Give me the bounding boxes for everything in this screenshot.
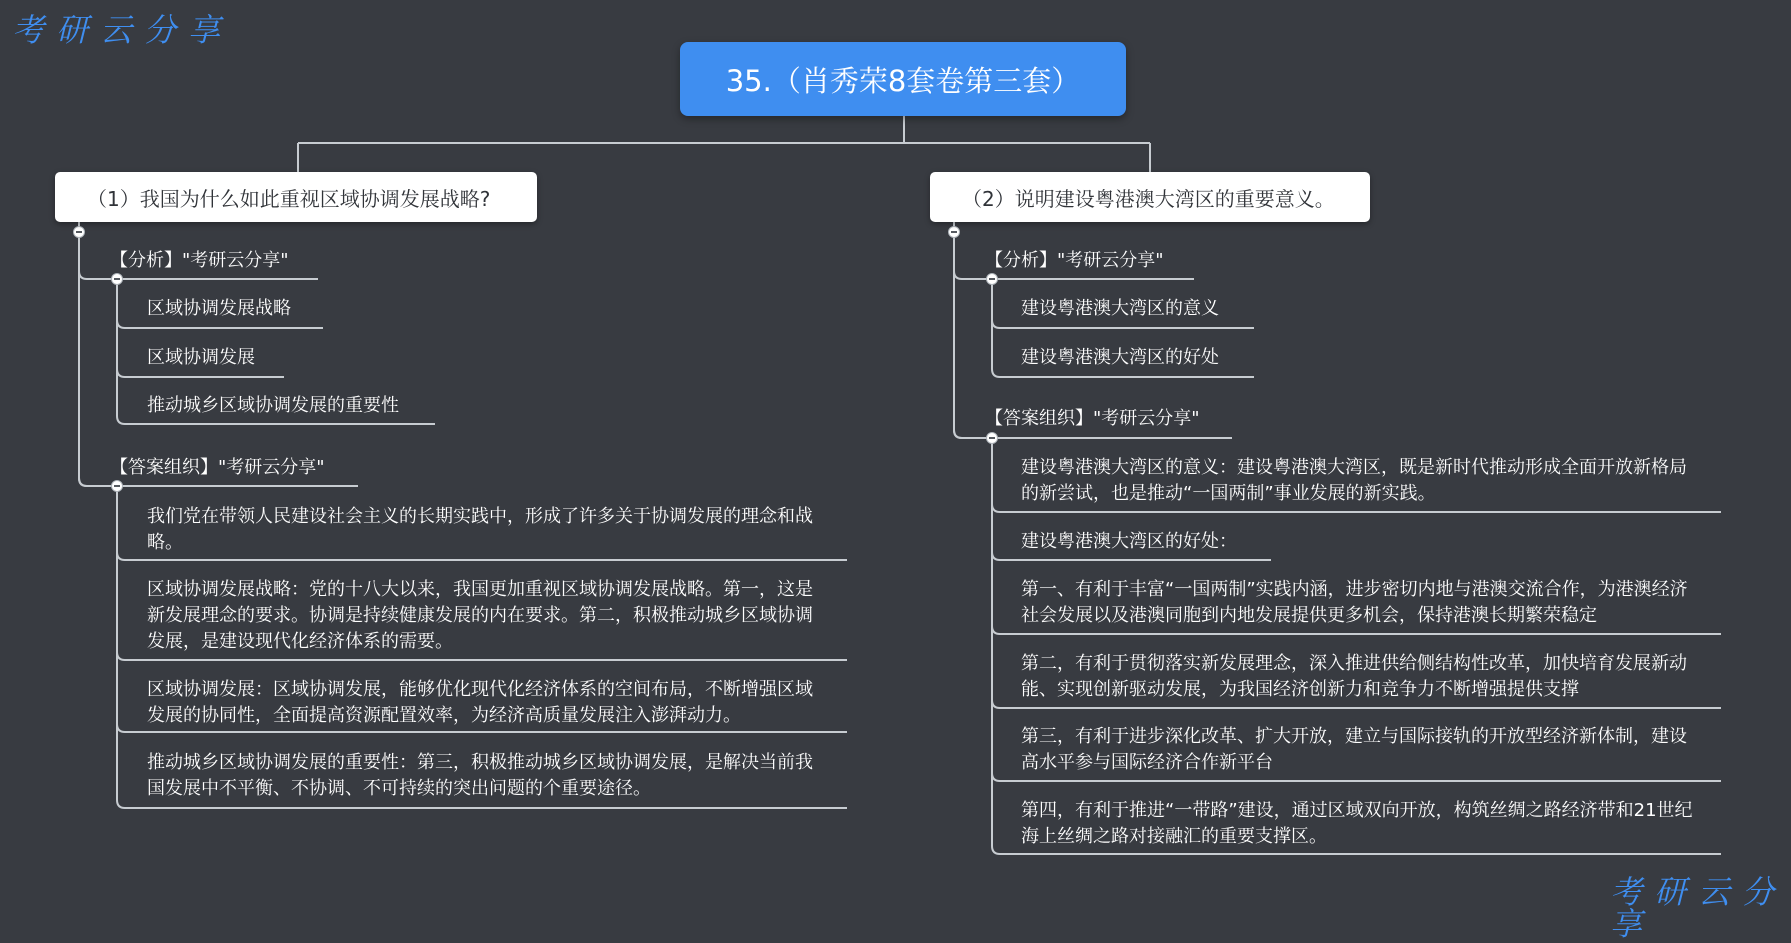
root-connector [298, 116, 1150, 172]
collapse-toggle-left-analysis[interactable] [111, 273, 123, 285]
left-answer-label[interactable]: 【答案组织】"考研云分享" [110, 457, 325, 478]
left-answer-item[interactable]: 我们党在带领人民建设社会主义的长期实践中，形成了许多关于协调发展的理念和战略。 [147, 506, 813, 553]
root-node[interactable] [680, 42, 1126, 116]
watermark-top: 考研云分享 [12, 11, 233, 49]
question-2-text: （2）说明建设粤港澳大湾区的重要意义。 [962, 186, 1335, 211]
right-answer-item[interactable]: 第二，有利于贯彻落实新发展理念，深入推进供给侧结构性改革，加快培育发展新动能、实现创新驱动发展，为我国经济创新力和竞争力不断增强提供支撑 [1021, 653, 1687, 700]
collapse-toggle-right-analysis[interactable] [986, 273, 998, 285]
left-answer-item[interactable]: 推动城乡区域协调发展的重要性：第三，积极推动城乡区域协调发展，是解决当前我国发展中不平衡、不协调、不可持续的突出问题的个重要途径。 [147, 752, 813, 799]
right-answer-item[interactable]: 建设粤港澳大湾区的好处： [1021, 531, 1237, 552]
right-answer-item[interactable]: 第四，有利于推进“一带路”建设，通过区域双向开放，构筑丝绸之路经济带和21世纪海上丝绸之路对接融汇的重要支撑区。 [1021, 800, 1693, 847]
collapse-toggle-left[interactable] [73, 226, 85, 238]
right-analysis-item[interactable]: 建设粤港澳大湾区的好处 [1021, 347, 1219, 368]
collapse-toggle-right[interactable] [948, 226, 960, 238]
question-node-1[interactable] [55, 172, 537, 222]
right-answer-item[interactable]: 第一、有利于丰富“一国两制”实践内涵，进步密切内地与港澳交流合作，为港澳经济社会发展以及港澳同胞到内地发展提供更多机会，保持港澳长期繁荣稳定 [1021, 579, 1688, 626]
left-analysis-item[interactable]: 区域协调发展战略 [147, 298, 291, 319]
left-analysis-item[interactable]: 区域协调发展 [147, 347, 255, 368]
right-answer-item[interactable]: 第三，有利于进步深化改革、扩大开放，建立与国际接轨的开放型经济新体制，建设高水平参与国际经济合作新平台 [1021, 726, 1687, 773]
right-analysis-item[interactable]: 建设粤港澳大湾区的意义 [1021, 298, 1219, 319]
right-analysis-label[interactable]: 【分析】"考研云分享" [985, 250, 1164, 271]
right-answer-label[interactable]: 【答案组织】"考研云分享" [985, 408, 1200, 429]
collapse-toggle-left-answer[interactable] [111, 480, 123, 492]
left-answer-item[interactable]: 区域协调发展战略：党的十八大以来，我国更加重视区域协调发展战略。第一，这是新发展理念的要求。协调是持续健康发展的内在要求。第二，积极推动城乡区域协调发展，是建设现代化经济体系的需要。 [147, 579, 813, 652]
right-answer-item[interactable]: 建设粤港澳大湾区的意义：建设粤港澳大湾区，既是新时代推动形成全面开放新格局的新尝试，也是推动“一国两制”事业发展的新实践。 [1021, 457, 1687, 504]
root-title: 35.（肖秀荣8套卷第三套） [725, 63, 1081, 98]
question-node-2[interactable] [930, 172, 1370, 222]
left-analysis-label[interactable]: 【分析】"考研云分享" [110, 250, 289, 271]
collapse-toggle-right-answer[interactable] [986, 432, 998, 444]
left-answer-item[interactable]: 区域协调发展：区域协调发展，能够优化现代化经济体系的空间布局，不断增强区域发展的协同性，全面提高资源配置效率，为经济高质量发展注入澎湃动力。 [147, 679, 813, 726]
left-analysis-item[interactable]: 推动城乡区域协调发展的重要性 [147, 395, 399, 416]
watermark-bottom: 考研云分享 [1610, 873, 1787, 943]
question-1-text: （1）我国为什么如此重视区域协调发展战略? [87, 186, 491, 211]
